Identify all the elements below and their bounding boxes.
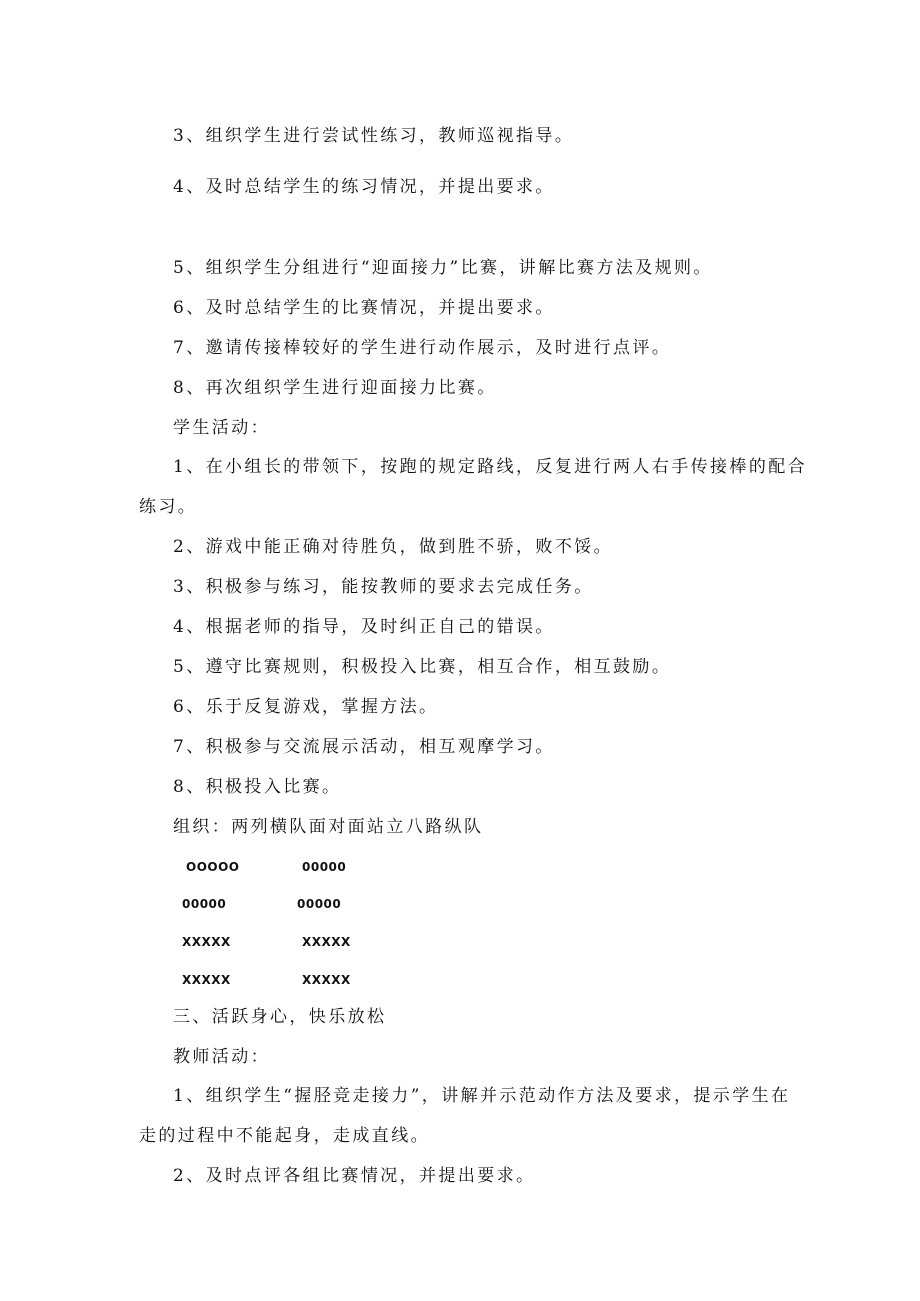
formation-row-4-left: XXXXX: [182, 973, 231, 987]
student-item-2: 2、游戏中能正确对待胜负，做到胜不骄，败不馁。: [173, 537, 614, 557]
teacher-item-6: 6、及时总结学生的比赛情况，并提出要求。: [173, 298, 555, 318]
student-item-8: 8、积极投入比赛。: [173, 777, 342, 797]
organization-label: 组织：两列横队面对面站立八路纵队: [173, 817, 484, 837]
section-3-item-1-line-2: 走的过程中不能起身，走成直线。: [139, 1126, 430, 1146]
formation-row-3-left: XXXXX: [182, 935, 231, 949]
teacher-activities-heading: 教师活动：: [173, 1047, 270, 1067]
student-item-6: 6、乐于反复游戏，掌握方法。: [173, 697, 439, 717]
section-3-item-1-line-1: 1、组织学生“握胫竞走接力”，讲解并示范动作方法及要求，提示学生在: [173, 1086, 791, 1106]
formation-row-1-left: OOOOO: [186, 860, 240, 874]
student-item-1-line-2: 练习。: [139, 497, 198, 517]
student-item-4: 4、根据老师的指导，及时纠正自己的错误。: [173, 617, 555, 637]
formation-row-1-right: 00000: [302, 860, 347, 874]
student-item-5: 5、遵守比赛规则，积极投入比赛，相互合作，相互鼓励。: [173, 657, 672, 677]
formation-row-2-right: 00000: [297, 897, 342, 911]
student-activities-heading: 学生活动：: [173, 418, 270, 438]
section-3-heading: 三、活跃身心，快乐放松: [173, 1007, 387, 1027]
teacher-item-7: 7、邀请传接棒较好的学生进行动作展示，及时进行点评。: [173, 338, 672, 358]
student-item-1-line-1: 1、在小组长的带领下，按跑的规定路线，反复进行两人右手传接棒的配合: [173, 457, 808, 477]
section-3-item-2: 2、及时点评各组比赛情况，并提出要求。: [173, 1166, 536, 1186]
formation-row-2-left: 00000: [182, 897, 227, 911]
teacher-item-5: 5、组织学生分组进行“迎面接力”比赛，讲解比赛方法及规则。: [173, 258, 713, 278]
formation-row-3-right: XXXXX: [302, 935, 351, 949]
formation-row-4-right: XXXXX: [302, 973, 351, 987]
student-item-3: 3、积极参与练习，能按教师的要求去完成任务。: [173, 577, 594, 597]
teacher-item-4: 4、及时总结学生的练习情况，并提出要求。: [173, 177, 555, 197]
student-item-7: 7、积极参与交流展示活动，相互观摩学习。: [173, 737, 555, 757]
teacher-item-3: 3、组织学生进行尝试性练习，教师巡视指导。: [173, 126, 575, 146]
teacher-item-8: 8、再次组织学生进行迎面接力比赛。: [173, 378, 497, 398]
